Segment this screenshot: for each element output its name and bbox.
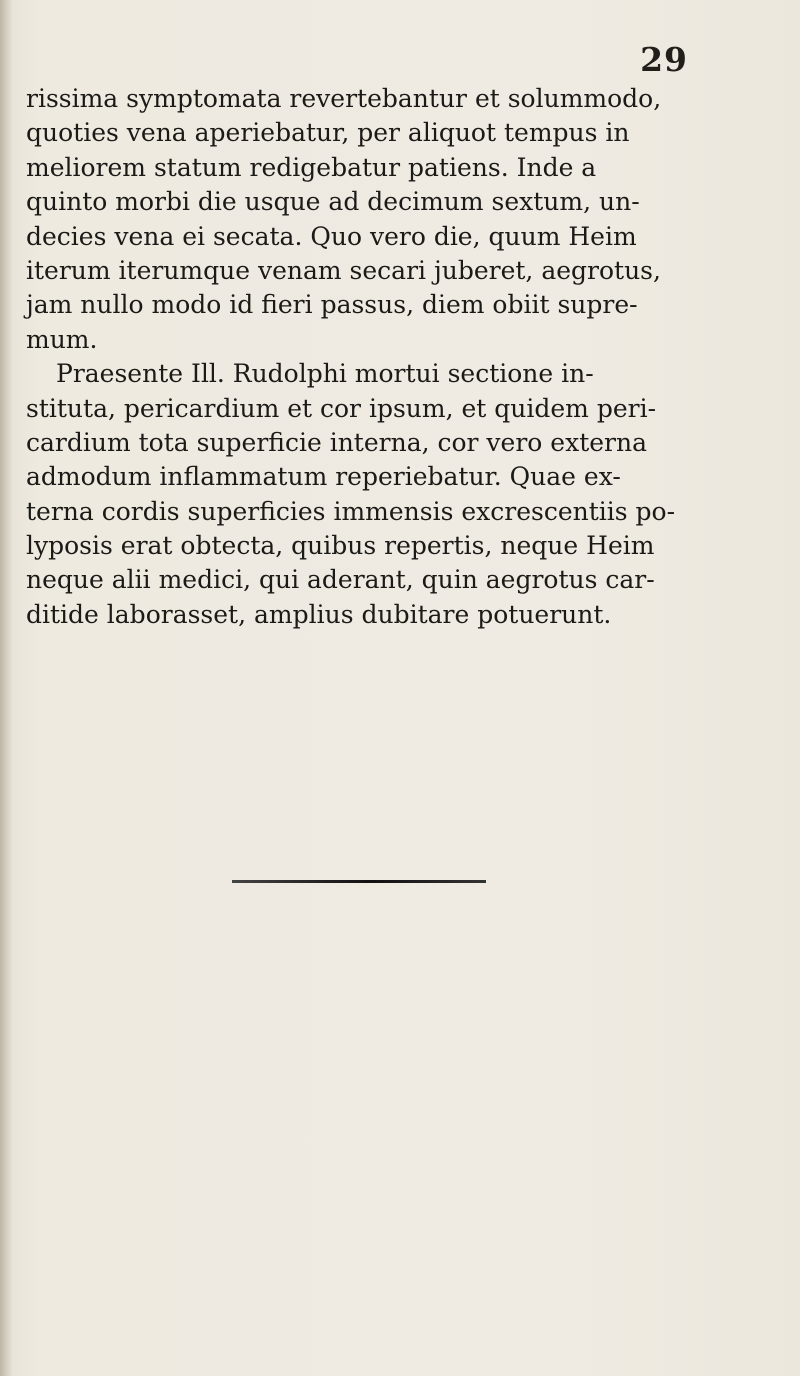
page-number: 29 <box>640 40 688 79</box>
text-line: jam nullo modo id fieri passus, diem obiit supre- <box>26 290 638 320</box>
paragraph-start-line: Praesente Ill. Rudolphi mortui sectione in- <box>56 359 594 389</box>
text-line: mum. <box>26 324 98 354</box>
text-line: stituta, pericardium et cor ipsum, et quidem peri- <box>26 393 657 423</box>
binding-edge <box>0 0 12 1376</box>
text-line: decies vena ei secata. Quo vero die, quum Heim <box>26 221 637 251</box>
section-rule <box>232 880 486 883</box>
text-line: ditide laborasset, amplius dubitare potuerunt. <box>26 599 612 629</box>
text-line: lyposis erat obtecta, quibus repertis, neque Heim <box>26 531 655 561</box>
text-line: meliorem statum redigebatur patiens. Inde a <box>26 152 597 182</box>
text-line: rissima symptomata revertebantur et solummodo, <box>26 84 662 113</box>
text-line: neque alii medici, qui aderant, quin aegrotus car- <box>26 565 655 595</box>
text-line: iterum iterumque venam secari juberet, aegrotus, <box>26 255 661 285</box>
text-line: terna cordis superficies immensis excrescentiis po- <box>26 496 676 526</box>
text-line: quinto morbi die usque ad decimum sextum, un- <box>26 187 640 217</box>
text-line: quoties vena aperiebatur, per aliquot tempus in <box>26 118 630 148</box>
text-line: admodum inflammatum reperiebatur. Quae ex- <box>26 462 621 492</box>
text-line: cardium tota superficie interna, cor vero externa <box>26 427 647 457</box>
body-text <box>26 82 726 632</box>
